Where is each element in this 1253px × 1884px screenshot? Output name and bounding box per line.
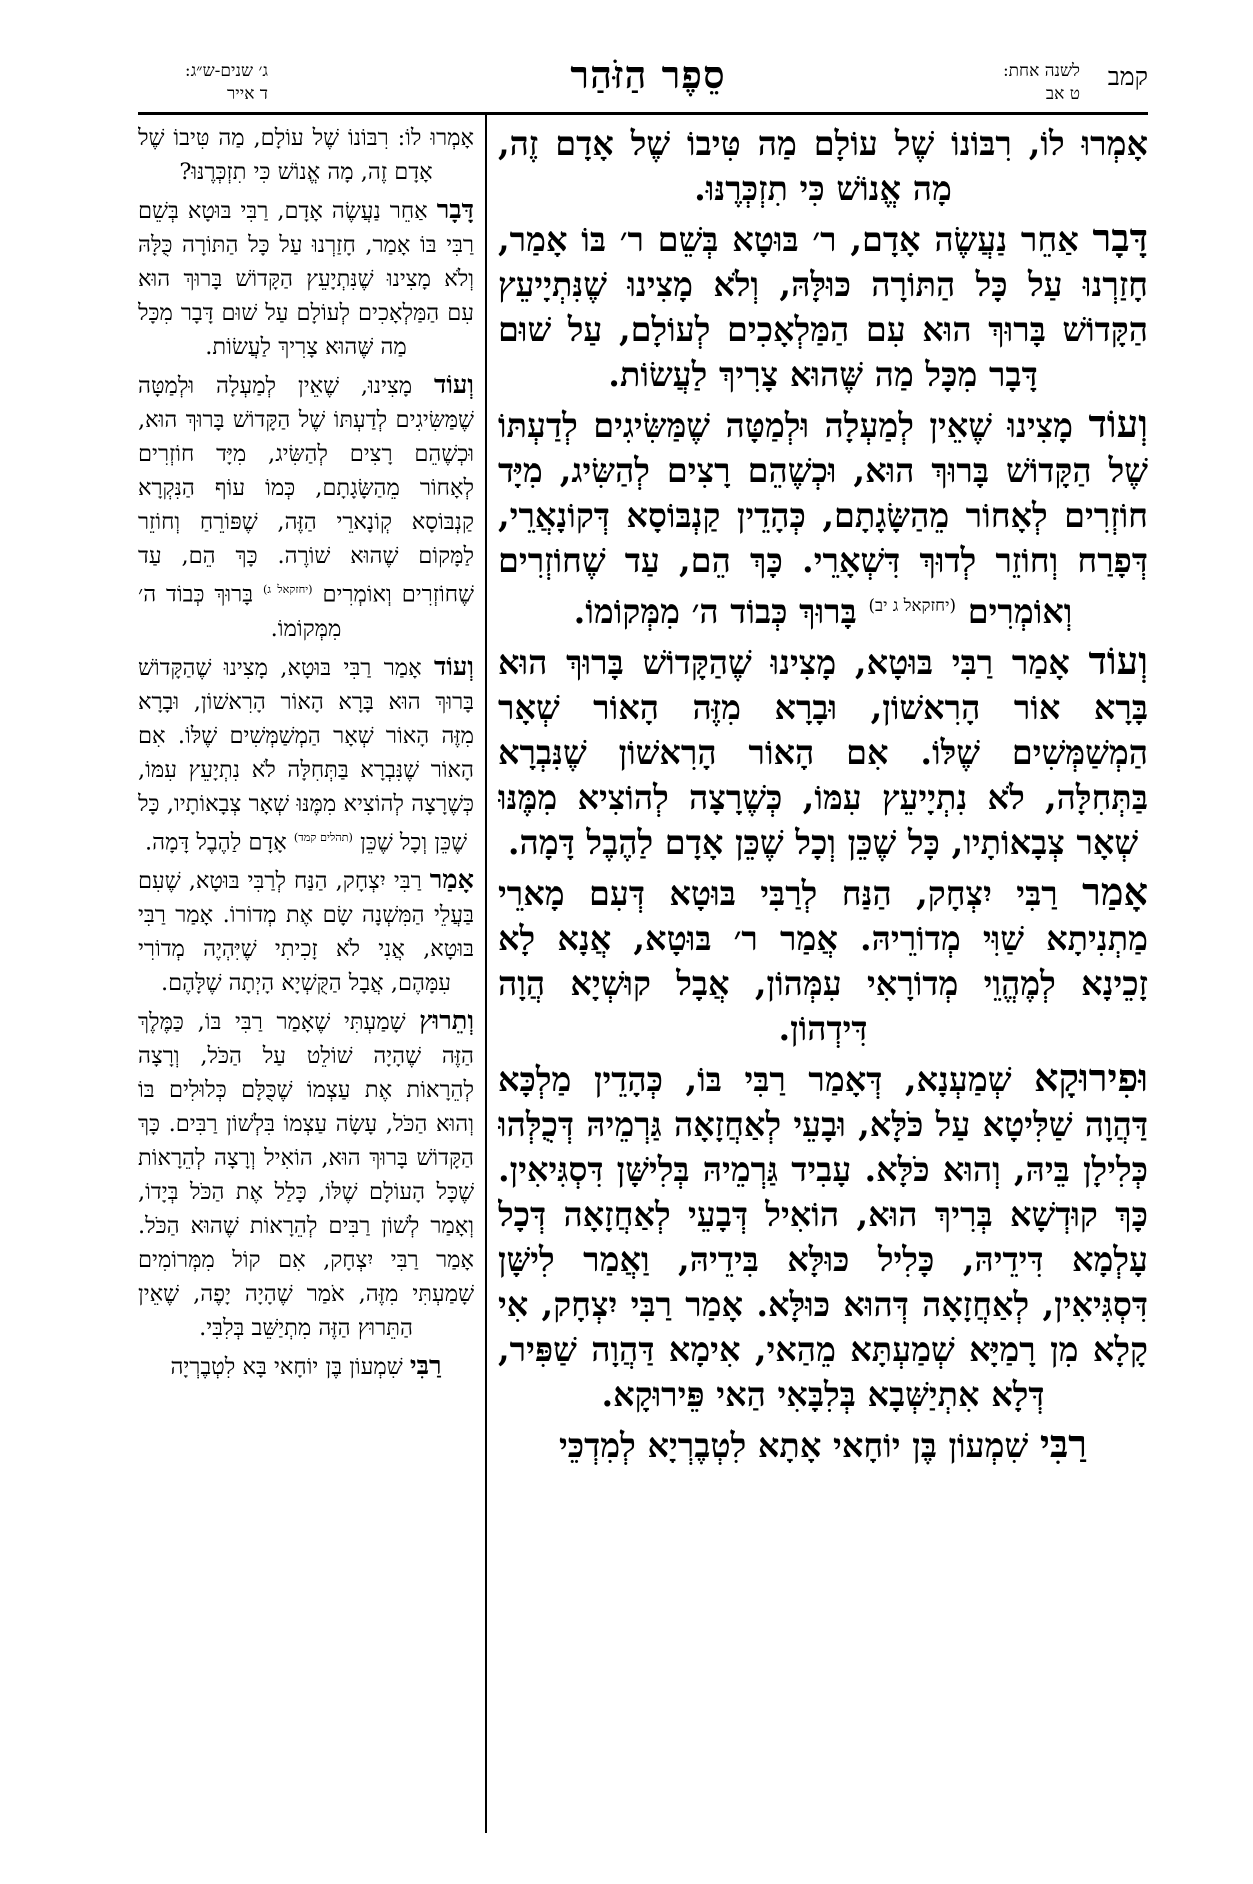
three-year-label: ג׳ שנים-ש״ג: <box>184 61 268 81</box>
side-paragraph: דָּבָר אַחֵר נַעֲשֶׂה אָדָם, רַבִּי בּוּטָא בְּשֵׁם רַבִּי בּוֹ אָמַר, חָזַרְנוּ עַל כָּל הַתּוֹרָה כֻּלָּהּ וְלֹא מָצִינוּ שֶׁנִּתְיָעֵץ הַקָּדוֹשׁ בָּרוּךְ הוּא עִם הַמַּלְאָכִים לְעוֹלָם עַל שׁוּם דָּבָר מִכָּל מַה שֶּׁהוּא צָרִיךְ לַעֲשׂוֹת. <box>138 195 474 360</box>
main-paragraph: וְעוֹד מָצִינוּ שֶׁאֵין לְמַעְלָה וּלְמַטָּה שֶׁמַּשִּׂיגִים לְדַעְתּוֹ שֶׁל הַקָּדוֹשׁ בָּרוּךְ הוּא, וּכְשֶׁהֵם רָצִים לְהַשִּׂיג, מִיָּד חוֹזְרִים לְאָחוֹר מֵהַשָּׂגָתָם, כְּהָדֵין קַנְבּוֹסָא דְּקוֹנָאֲרֵי, דְּפָרַח וְחוֹזֵר לְדוּךְ דִּשְׁאָרֵי. כָּךְ הֵם, עַד שֶׁחוֹזְרִים וְאוֹמְרִים $^{(יחזקאל ג יב)}$ בָּרוּךְ כְּבוֹד ה׳ מִמְּקוֹמוֹ. <box>498 402 1148 632</box>
side-paragraph: וְעוֹד מָצִינוּ, שֶׁאֵין לְמַעְלָה וּלְמַטָּה שֶׁמַּשִּׂיגִים לְדַעְתּוֹ שֶׁל הַקָּדוֹשׁ בָּרוּךְ הוּא, וּכְשֶׁהֵם רָצִים לְהַשִּׂיג, מִיָּד חוֹזְרִים לְאָחוֹר מֵהַשָּׂגָתָם, כְּמוֹ עוֹף הַנִּקְרָא קַנְבּוֹסָא קְוֹנָארֵי הַזֶּה, שֶׁפּוֹרֵחַ וְחוֹזֵר לַמָּקוֹם שֶׁהוּא שׁוֹרֶה. כָּךְ הֵם, עַד שֶׁחוֹזְרִים וְאוֹמְרִים $^{(יחזקאל ג)}$ בָּרוּךְ כְּבוֹד ה׳ מִמְּקוֹמוֹ. <box>138 370 474 642</box>
side-paragraph: וְעוֹד אָמַר רַבִּי בּוּטָא, מָצִינוּ שֶׁהַקָּדוֹשׁ בָּרוּךְ הוּא בָּרָא הָאוֹר הָרִאשׁוֹן, וּבָרָא מִזֶּה הָאוֹר שְׁאָר הַמְשַׁמְּשִׁים שֶׁלּוֹ. אִם הָאוֹר שֶׁנִּבְרָא בַּתְּחִלָּה לֹא נִתְיָעֵץ עִמּוֹ, כְּשֶׁרָצָה לְהוֹצִיא מִמֶּנּוּ שְׁאָר צְבָאוֹתָיו, כָּל שֶׁכֵּן וְכָל שֶׁכֵּן $^{(תהלים קמד)}$ אָדָם לַהֶבֶל דָּמָה. <box>138 651 474 855</box>
header-divider <box>138 112 1148 115</box>
main-paragraph: וְעוֹד אָמַר רַבִּי בּוּטָא, מָצִינוּ שֶׁהַקָּדוֹשׁ בָּרוּךְ הוּא בָּרָא אוֹר הָרִאשׁוֹן, וּבָרָא מִזֶּה הָאוֹר שְׁאָר הַמְשַׁמְּשִׁים שֶׁלּוֹ. אִם הָאוֹר הָרִאשׁוֹן שֶׁנִּבְרָא בַּתְּחִלָּה, לֹא נִתְיָיעֵץ עִמּוֹ, כְּשֶׁרָצָה לְהוֹצִיא מִמֶּנּוּ שְׁאָר צְבָאוֹתָיו, כָּל שֶׁכֵּן וְכָל שֶׁכֵּן אָדָם לַהֶבֶל דָּמָה. <box>498 639 1148 863</box>
side-paragraph: אָמְרוּ לוֹ: רִבּוֹנוֹ שֶׁל עוֹלָם, מַה טִּיבוֹ שֶׁל אָדָם זֶה, מָה אֱנוֹשׁ כִּי תִזְכְּרֶנּוּ? <box>138 125 474 185</box>
main-paragraph: רַבִּי שִׁמְעוֹן בֶּן יוֹחָאי אָתָא לִטְבֶרְיָא לְמִדְכֵּי <box>559 1422 1087 1468</box>
verse-citation: (יחזקאל ג) <box>262 583 313 596</box>
main-paragraph: אָמְרוּ לוֹ, רִבּוֹנוֹ שֶׁל עוֹלָם מַה טִּיבוֹ שֶׁל אָדָם זֶה, מָה אֱנוֹשׁ כִּי תִזְכְּרֶנּוּ. <box>498 124 1148 208</box>
page-header <box>138 52 1148 114</box>
side-paragraph: וְתֵרוּץ שָׁמַעְתִּי שֶׁאָמַר רַבִּי בּוֹ, כַּמֶּלֶךְ הַזֶּה שֶׁהָיָה שׁוֹלֵט עַל הַכֹּל, וְרָצָה לְהֵרָאוֹת אֶת עַצְמוֹ שֶׁכֻּלָּם כְּלוּלִים בּוֹ וְהוּא הַכֹּל, עָשָׂה עַצְמוֹ בִּלְשׁוֹן רַבִּים. כָּךְ הַקָּדוֹשׁ בָּרוּךְ הוּא, הוֹאִיל וְרָצָה לְהֵרָאוֹת שֶׁכָּל הָעוֹלָם שֶׁלּוֹ, כָּלַל אֶת הַכֹּל בְּיָדוֹ, וְאָמַר לְשׁוֹן רַבִּים לְהֵרָאוֹת שֶׁהוּא הַכֹּל. אָמַר רַבִּי יִצְחָק, אִם קוֹל מִמְּרוֹמִים שָׁמַעְתִּי מִזֶּה, אֹמַר שֶׁהָיָה יָפֶה, שֶׁאֵין הַתֵּרוּץ הַזֶּה מִתְיַשֵּׁב בְּלִבִּי. <box>138 1006 474 1341</box>
book-title: סֵפֶר הַזֹּהַר <box>570 52 726 97</box>
side-paragraph: רַבִּי שִׁמְעוֹן בֶּן יוֹחָאי בָּא לִטְבֶרְיָה <box>170 1351 442 1381</box>
one-year-schedule <box>1003 60 1080 106</box>
verse-citation: (יחזקאל ג יב) <box>868 595 957 615</box>
three-year-schedule <box>138 60 268 106</box>
main-paragraph: דָּבָר אַחֵר נַעֲשֶׂה אָדָם, ר׳ בּוּטָא בְּשֵׁם ר׳ בּוֹ אָמַר, חָזַרְנוּ עַל כָּל הַתּוֹרָה כּוּלָּהּ, וְלֹא מָצִינוּ שֶׁנִּתְיָיעֵץ הַקָּדוֹשׁ בָּרוּךְ הוּא עִם הַמַּלְאָכִים לְעוֹלָם, עַל שׁוּם דָּבָר מִכָּל מַה שֶּׁהוּא צָרִיךְ לַעֲשׂוֹת. <box>498 216 1148 394</box>
three-year-date: ד אייר <box>226 84 268 104</box>
page-number: קמב <box>1107 62 1148 91</box>
one-year-date: ט אב <box>1045 84 1080 104</box>
main-paragraph: וּפִירוּקָא שְׁמַעְנָא, דְּאָמַר רַבִּי בּוֹ, כְּהָדֵין מַלְכָּא דַּהֲוָה שַׁלִּיטָא עַל כֹּלָּא, וּבָעֵי לְאַחֲזָאָה גַּרְמֵיהּ דְּכֻלְּהוּ כְּלִילָן בֵּיהּ, וְהוּא כֹּלָּא. עָבִיד גַּרְמֵיהּ בְּלִישָּׁן דִּסְגִּיאִין. כָּךְ קוּדְשָׁא בְּרִיךְ הוּא, הוֹאִיל דְּבָעֵי לְאַחֲזָאָה דְּכָל עָלְמָא דִּידֵיהּ, כָּלִיל כּוּלָּא בִּידֵיהּ, וַאֲמַר לִישָּׁן דִּסְגִּיאִין, לְאַחֲזָאָה דְּהוּא כּוּלָּא. אָמַר רַבִּי יִצְחָק, אִי קָלָא מִן רָמַיָּא שְׁמַעְתָּא מֵהַאי, אִימָא דַּהֲוָה שַׁפִּיר, דְּלָא אִתְיַשְּׁבָא בְּלִבָּאִי הַאי פֵּירוּקָא. <box>498 1056 1148 1415</box>
one-year-label: לשנה אחת: <box>1002 61 1080 81</box>
main-text-column <box>498 120 1148 1830</box>
side-paragraph: אָמַר רַבִּי יִצְחָק, הַנַּח לְרַבִּי בּוּטָא, שֶׁעִם בַּעֲלֵי הַמִּשְׁנָה שָׂם אֶת מְדוֹרוֹ. אָמַר רַבִּי בּוּטָא, אֲנִי לֹא זָכִיתִי שֶׁיִּהְיֶה מְדוֹרִי עִמָּהֶם, אֲבָל הַקֻּשְׁיָא הָיְתָה שֶׁלָּהֶם. <box>138 865 474 996</box>
verse-citation: (תהלים קמד) <box>293 830 353 844</box>
translation-column <box>138 120 474 1830</box>
main-paragraph: אָמַר רַבִּי יִצְחָק, הַנַּח לְרַבִּי בּוּטָא דְּעִם מָארֵי מַתְנִיתָא שַׁוִּי מְדוֹרֵיהּ. אֲמַר ר׳ בּוּטָא, אֲנָא לָא זָכֵינָא לְמֶהֱוֵי מְדוֹרָאִי עִמְּהוֹן, אֲבָל קוּשְׁיָא הֲוָה דִּידְהוֹן. <box>498 870 1148 1049</box>
column-divider <box>485 115 487 1833</box>
